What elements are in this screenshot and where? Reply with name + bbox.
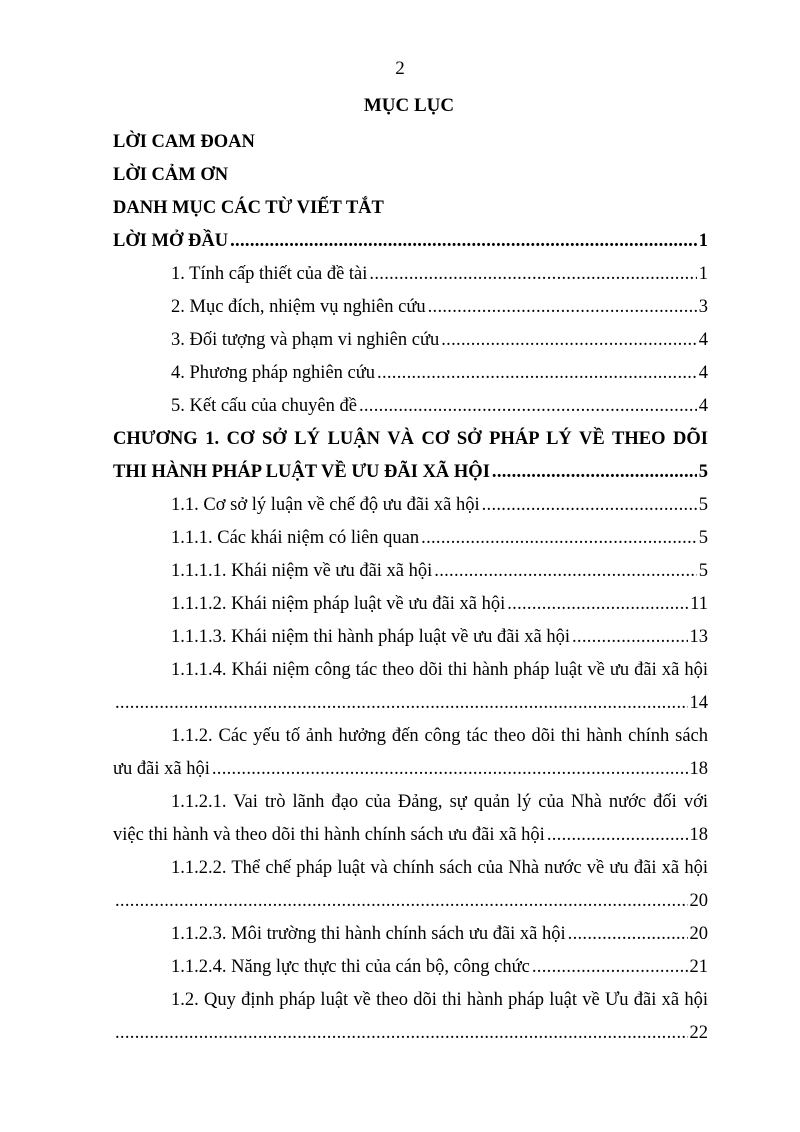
- toc-page-number: 5: [698, 528, 708, 548]
- toc-entry: [113, 291, 708, 324]
- toc-leader-dots: [532, 951, 688, 984]
- table-of-contents: [113, 126, 708, 1050]
- toc-entry: [113, 720, 708, 753]
- toc-entry: [113, 456, 708, 489]
- toc-page-number: 18: [689, 759, 708, 779]
- toc-entry-text: 1.1.2. Các yếu tố ảnh hưởng đến công tác theo dõi thi hành chính sách: [171, 726, 708, 746]
- toc-entry: [113, 423, 708, 456]
- toc-entry-text: 1.1.2.1. Vai trò lãnh đạo của Đảng, sự quản lý của Nhà nước đối với: [171, 792, 708, 812]
- toc-leader-dots: [568, 918, 688, 951]
- toc-entry-text: DANH MỤC CÁC TỪ VIẾT TẮT: [113, 198, 384, 218]
- toc-entry: [113, 1017, 708, 1050]
- toc-entry: [113, 390, 708, 423]
- toc-entry: [113, 357, 708, 390]
- toc-entry-text: 1.1.1.2. Khái niệm pháp luật về ưu đãi xã hội: [171, 594, 506, 614]
- toc-entry: [113, 786, 708, 819]
- toc-leader-dots: [115, 1017, 688, 1050]
- toc-leader-dots: [369, 258, 696, 291]
- toc-entry: [113, 192, 708, 225]
- toc-leader-dots: [115, 885, 688, 918]
- toc-leader-dots: [547, 819, 688, 852]
- toc-entry: [113, 555, 708, 588]
- toc-page-number: 22: [689, 1023, 708, 1043]
- toc-entry-text: CHƯƠNG 1. CƠ SỞ LÝ LUẬN VÀ CƠ SỞ PHÁP LÝ VỀ THEO DÕI: [113, 429, 708, 449]
- toc-entry: [113, 489, 708, 522]
- toc-leader-dots: [359, 390, 697, 423]
- toc-page-number: 18: [689, 825, 708, 845]
- toc-page-number: 5: [698, 495, 708, 515]
- toc-leader-dots: [507, 588, 688, 621]
- toc-page-number: 4: [698, 330, 708, 350]
- toc-entry-text: 1.1.1.4. Khái niệm công tác theo dõi thi hành pháp luật về ưu đãi xã hội: [171, 660, 708, 680]
- toc-entry-text: LỜI MỞ ĐẦU: [113, 231, 229, 251]
- toc-entry-text: 5. Kết cấu của chuyên đề: [171, 396, 357, 416]
- toc-leader-dots: [482, 489, 697, 522]
- toc-entry: [113, 621, 708, 654]
- toc-page-number: 1: [698, 264, 708, 284]
- toc-entry: [113, 654, 708, 687]
- toc-leader-dots: [115, 687, 688, 720]
- toc-entry: [113, 225, 708, 258]
- toc-entry-text: 1.1.1. Các khái niệm có liên quan: [171, 528, 420, 548]
- toc-leader-dots: [377, 357, 697, 390]
- toc-page-number: 3: [698, 297, 708, 317]
- toc-leader-dots: [421, 522, 697, 555]
- toc-page-number: 4: [698, 363, 708, 383]
- toc-page-number: 20: [689, 891, 708, 911]
- toc-entry: [113, 918, 708, 951]
- toc-leader-dots: [230, 225, 697, 258]
- toc-page-number: 21: [689, 957, 708, 977]
- toc-entry-text: việc thi hành và theo dõi thi hành chính sách ưu đãi xã hội: [113, 825, 545, 845]
- toc-leader-dots: [434, 555, 696, 588]
- toc-entry-text: THI HÀNH PHÁP LUẬT VỀ ƯU ĐÃI XÃ HỘI: [113, 462, 490, 482]
- toc-entry-text: 1.1.2.4. Năng lực thực thi của cán bộ, công chức: [171, 957, 530, 977]
- toc-entry: [113, 159, 708, 192]
- page-number: 2: [395, 58, 405, 79]
- toc-entry-text: 1.2. Quy định pháp luật về theo dõi thi hành pháp luật về Ưu đãi xã hội: [171, 990, 708, 1010]
- toc-entry: [113, 687, 708, 720]
- toc-entry-text: 1.1. Cơ sở lý luận về chế độ ưu đãi xã hội: [171, 495, 480, 515]
- toc-leader-dots: [212, 753, 688, 786]
- toc-title: MỤC LỤC: [363, 95, 455, 116]
- toc-page-number: 4: [698, 396, 708, 416]
- toc-entry-text: 1.1.1.3. Khái niệm thi hành pháp luật về ưu đãi xã hội: [171, 627, 570, 647]
- toc-entry: [113, 588, 708, 621]
- toc-entry: [113, 324, 708, 357]
- toc-entry: [113, 951, 708, 984]
- toc-entry-text: 1. Tính cấp thiết của đề tài: [171, 264, 368, 284]
- toc-page-number: 13: [689, 627, 708, 647]
- toc-entry-text: 2. Mục đích, nhiệm vụ nghiên cứu: [171, 297, 426, 317]
- toc-entry: [113, 819, 708, 852]
- toc-entry: [113, 522, 708, 555]
- toc-entry: [113, 984, 708, 1017]
- toc-entry: [113, 852, 708, 885]
- toc-entry-text: ưu đãi xã hội: [113, 759, 210, 779]
- toc-entry-text: 1.1.2.2. Thể chế pháp luật và chính sách của Nhà nước về ưu đãi xã hội: [171, 858, 708, 878]
- toc-page-number: 20: [689, 924, 708, 944]
- toc-page-number: 1: [698, 231, 708, 251]
- toc-leader-dots: [572, 621, 688, 654]
- toc-leader-dots: [492, 456, 697, 489]
- toc-page-number: 14: [689, 693, 708, 713]
- toc-entry-text: LỜI CAM ĐOAN: [113, 132, 255, 152]
- toc-entry: [113, 258, 708, 291]
- toc-entry-text: LỜI CẢM ƠN: [113, 165, 229, 185]
- toc-entry: [113, 126, 708, 159]
- toc-page-number: 5: [698, 561, 708, 581]
- toc-leader-dots: [441, 324, 697, 357]
- toc-page-number: 5: [698, 462, 708, 482]
- toc-entry: [113, 753, 708, 786]
- toc-entry-text: 3. Đối tượng và phạm vi nghiên cứu: [171, 330, 440, 350]
- toc-entry-text: 1.1.2.3. Môi trường thi hành chính sách ưu đãi xã hội: [171, 924, 566, 944]
- toc-entry: [113, 885, 708, 918]
- toc-entry-text: 1.1.1.1. Khái niệm về ưu đãi xã hội: [171, 561, 433, 581]
- toc-page-number: 11: [690, 594, 708, 614]
- toc-leader-dots: [428, 291, 697, 324]
- toc-entry-text: 4. Phương pháp nghiên cứu: [171, 363, 376, 383]
